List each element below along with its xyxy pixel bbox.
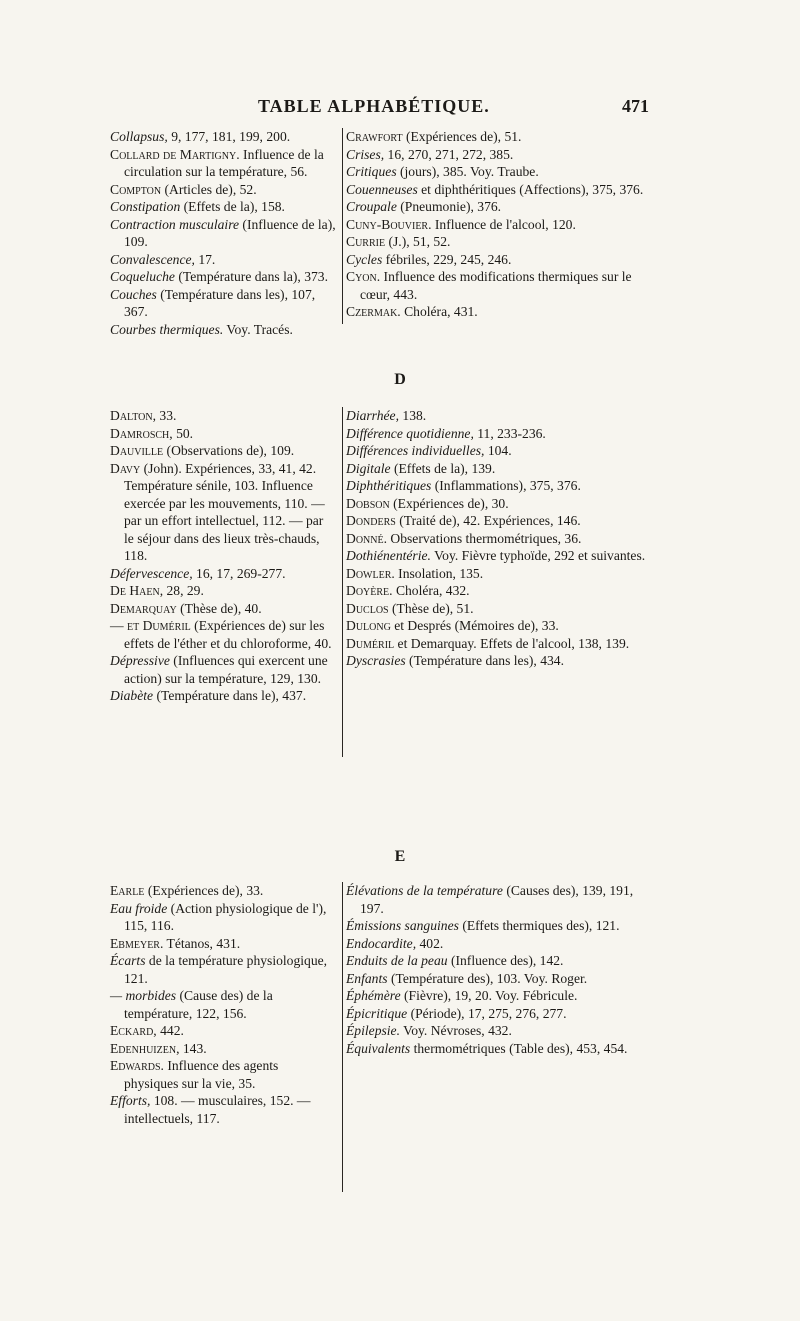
entry-heading: Edenhuizen,	[110, 1040, 180, 1056]
entry-text: (Effets de la), 158.	[180, 199, 285, 214]
column-left	[110, 882, 336, 1127]
entry-heading: Czermak.	[346, 304, 401, 319]
index-entry	[346, 935, 646, 953]
index-entry	[346, 268, 646, 303]
entry-heading: Diabète	[110, 688, 154, 703]
index-entry	[110, 1057, 336, 1092]
index-entry	[346, 495, 646, 513]
entry-text: 28, 29.	[163, 583, 204, 598]
index-entry	[110, 900, 336, 935]
entry-text: Influence de la circulation sur la température, 56.	[124, 146, 324, 179]
entry-text: Voy. Fièvre typhoïde, 292 et suivantes.	[430, 548, 646, 563]
index-entry	[346, 635, 646, 653]
section-letter-e: E	[394, 848, 406, 865]
index-entry	[346, 547, 646, 565]
index-entry	[110, 286, 336, 321]
entry-heading: Dalton,	[110, 408, 156, 423]
column-divider	[342, 407, 343, 757]
column-divider	[342, 128, 343, 324]
entry-text: (Expériences de), 51.	[402, 129, 522, 144]
column-right	[346, 407, 646, 670]
index-entry	[110, 987, 336, 1022]
entry-text: (Effets de la), 139.	[390, 460, 496, 476]
entry-heading: Duclos	[346, 600, 389, 616]
index-entry	[346, 512, 646, 530]
index-entry	[346, 987, 646, 1005]
entry-text: 143.	[179, 1040, 207, 1056]
entry-text: 17.	[194, 251, 216, 267]
index-entry	[110, 565, 336, 583]
entry-heading: Damrosch,	[110, 425, 173, 441]
entry-text: (Température dans les), 107, 367.	[124, 286, 316, 319]
entry-heading: Efforts,	[110, 1093, 151, 1108]
index-entry	[346, 617, 646, 635]
index-entry	[346, 146, 646, 164]
index-entry	[110, 128, 336, 146]
index-entry	[346, 442, 646, 460]
entry-text: Choléra, 432.	[392, 583, 470, 598]
entry-text: (Action physiologique de l'), 115, 116.	[124, 900, 327, 933]
index-entry	[346, 425, 646, 443]
entry-heading: Dauville	[110, 443, 164, 458]
entry-text: (Température dans la), 373.	[174, 269, 328, 284]
entry-heading: Dulong	[346, 618, 391, 633]
entry-text: (Pneumonie), 376.	[396, 199, 502, 214]
entry-text: Choléra, 431.	[400, 304, 478, 319]
entry-text: 16, 270, 271, 272, 385.	[384, 146, 514, 162]
entry-text: (Causes des), 139, 191, 197.	[360, 883, 634, 916]
index-entry	[346, 1005, 646, 1023]
entry-heading: — et Duméril	[110, 618, 191, 633]
index-entry	[346, 600, 646, 618]
entry-heading: Cycles	[346, 251, 383, 267]
entry-heading: Crawfort	[346, 129, 403, 144]
entry-text: (Expériences de) sur les effets de l'éther et du chloroforme, 40.	[124, 618, 332, 651]
entry-heading: Collapsus,	[110, 129, 168, 144]
column-left	[110, 128, 336, 338]
entry-text: (J.), 51, 52.	[385, 234, 451, 249]
entry-text: 9, 177, 181, 199, 200.	[167, 129, 291, 144]
index-entry	[346, 163, 646, 181]
entry-text: et Demarquay. Effets de l'alcool, 138, 139.	[394, 635, 630, 651]
entry-heading: Cyon.	[346, 269, 381, 284]
entry-text: (Influence de la), 109.	[124, 216, 336, 249]
entry-text: Tétanos, 431.	[163, 935, 241, 951]
entry-heading: Épilepsie.	[346, 1023, 400, 1038]
entry-text: Influence des modifications thermiques sur le cœur, 443.	[360, 269, 632, 302]
index-entry	[110, 460, 336, 565]
entry-heading: Éphémère	[346, 988, 401, 1003]
index-entry	[110, 321, 336, 339]
entry-text: et diphthéritiques (Affections), 375, 376.	[417, 181, 644, 197]
index-entry	[346, 128, 646, 146]
section-letter-d: D	[394, 371, 406, 388]
entry-text: (Température dans le), 437.	[153, 688, 307, 703]
entry-text: thermométriques (Table des), 453, 454.	[410, 1040, 628, 1056]
entry-text: (Cause des) de la température, 122, 156.	[124, 988, 273, 1021]
index-entry	[110, 442, 336, 460]
index-entry	[346, 882, 646, 917]
index-entry	[110, 146, 336, 181]
page-number: 471	[622, 96, 649, 116]
entry-heading: Endocardite,	[346, 935, 417, 951]
entry-text: 108. — musculaires, 152. — intellectuels, 117.	[124, 1093, 311, 1126]
entry-text: (Thèse de), 40.	[176, 600, 262, 616]
entry-heading: Dowler.	[346, 565, 395, 581]
entry-heading: Émissions sanguines	[346, 918, 459, 933]
entry-text: 402.	[416, 935, 444, 951]
index-entry	[110, 407, 336, 425]
index-entry	[346, 181, 646, 199]
entry-text: (John). Expériences, 33, 41, 42. Température sénile, 103. Influence exercée par les mouvements, 110. — par un effort intellectuel, 112. — par le séjour dans des lieux très-chauds, 118.	[124, 460, 325, 563]
index-entry	[110, 582, 336, 600]
entry-text: (Température dans les), 434.	[405, 653, 564, 668]
column-left	[110, 407, 336, 705]
entry-heading: Donné.	[346, 530, 387, 546]
entry-heading: Doyère.	[346, 583, 393, 598]
entry-text: 33.	[156, 408, 177, 423]
entry-heading: Couenneuses	[346, 181, 418, 197]
entry-heading: — morbides	[110, 988, 177, 1003]
entry-heading: Défervescence,	[110, 565, 193, 581]
entry-heading: Dothiénentérie.	[346, 548, 431, 563]
index-entry	[110, 952, 336, 987]
index-entry	[110, 268, 336, 286]
index-entry	[346, 303, 646, 321]
entry-heading: Ebmeyer.	[110, 935, 164, 951]
index-entry	[346, 952, 646, 970]
index-entry	[110, 600, 336, 618]
entry-heading: Edwards.	[110, 1058, 164, 1073]
index-entry	[110, 617, 336, 652]
index-entry	[110, 251, 336, 269]
entry-heading: Dobson	[346, 495, 390, 511]
index-entry	[346, 652, 646, 670]
entry-heading: Davy	[110, 460, 141, 476]
page-title: TABLE ALPHABÉTIQUE.	[258, 96, 490, 116]
entry-text: et Després (Mémoires de), 33.	[390, 618, 559, 633]
index-entry	[346, 460, 646, 478]
entry-text: (Thèse de), 51.	[388, 600, 474, 616]
section-e	[110, 882, 706, 1202]
entry-text: Observations thermométriques, 36.	[387, 530, 582, 546]
column-divider	[342, 882, 343, 1192]
entry-heading: Croupale	[346, 199, 397, 214]
entry-heading: Donders	[346, 513, 396, 528]
entry-heading: Enfants	[346, 970, 388, 986]
entry-heading: Diphthéritiques	[346, 478, 432, 493]
index-entry	[346, 407, 646, 425]
entry-heading: Constipation	[110, 199, 181, 214]
section-d	[110, 407, 706, 757]
index-entry	[110, 882, 336, 900]
index-entry	[346, 216, 646, 234]
entry-heading: Eau froide	[110, 900, 168, 916]
entry-text: 16, 17, 269-277.	[192, 565, 286, 581]
index-entry	[110, 1092, 336, 1127]
entry-text: (Fièvre), 19, 20. Voy. Fébricule.	[400, 988, 578, 1003]
entry-text: de la température physiologique, 121.	[124, 953, 328, 986]
entry-text: Voy. Tracés.	[223, 321, 293, 337]
entry-heading: Contraction musculaire	[110, 216, 240, 232]
index-entry	[110, 425, 336, 443]
index-entry	[110, 1040, 336, 1058]
entry-text: (Traité de), 42. Expériences, 146.	[395, 513, 581, 528]
section-c	[110, 128, 706, 337]
index-entry	[110, 181, 336, 199]
entry-heading: Courbes thermiques.	[110, 321, 224, 337]
entry-text: (Température des), 103. Voy. Roger.	[387, 970, 588, 986]
entry-heading: Épicritique	[346, 1005, 408, 1021]
index-entry	[346, 198, 646, 216]
entry-text: Influence de l'alcool, 120.	[431, 216, 576, 232]
entry-heading: Différences individuelles,	[346, 443, 485, 458]
entry-heading: Eckard,	[110, 1023, 157, 1038]
index-entry	[110, 687, 336, 705]
index-entry	[346, 530, 646, 548]
entry-heading: Convalescence,	[110, 251, 195, 267]
entry-text: (Inflammations), 375, 376.	[431, 478, 581, 493]
entry-text: (Période), 17, 275, 276, 277.	[407, 1005, 567, 1021]
entry-text: (Influences qui exercent une action) sur la température, 129, 130.	[124, 653, 328, 686]
entry-heading: Collard de Martigny.	[110, 146, 240, 162]
index-entry	[346, 565, 646, 583]
entry-heading: Earle	[110, 883, 145, 898]
entry-heading: Écarts	[110, 953, 146, 968]
entry-text: Voy. Névroses, 432.	[399, 1023, 512, 1038]
entry-text: (jours), 385. Voy. Traube.	[396, 164, 539, 179]
entry-heading: De Haen,	[110, 583, 164, 598]
entry-heading: Compton	[110, 181, 162, 197]
entry-text: 104.	[484, 443, 512, 458]
entry-heading: Critiques	[346, 164, 397, 179]
index-entry	[346, 917, 646, 935]
index-entry	[346, 582, 646, 600]
entry-heading: Élévations de la température	[346, 883, 503, 898]
entry-heading: Équivalents	[346, 1040, 411, 1056]
entry-heading: Demarquay	[110, 600, 177, 616]
entry-heading: Dépressive	[110, 653, 170, 668]
index-entry	[346, 477, 646, 495]
entry-text: (Articles de), 52.	[161, 181, 257, 197]
entry-heading: Cuny-Bouvier.	[346, 216, 432, 232]
index-entry	[346, 1022, 646, 1040]
entry-heading: Coqueluche	[110, 269, 175, 284]
entry-text: Insolation, 135.	[394, 565, 484, 581]
page-header	[0, 96, 800, 122]
index-entry	[346, 1040, 646, 1058]
index-entry	[110, 198, 336, 216]
entry-text: 138.	[399, 408, 427, 423]
column-right	[346, 882, 646, 1057]
entry-heading: Dyscrasies	[346, 653, 406, 668]
entry-text: fébriles, 229, 245, 246.	[382, 251, 512, 267]
column-right	[346, 128, 646, 321]
entry-text: 11, 233-236.	[473, 425, 546, 441]
entry-text: 50.	[172, 425, 194, 441]
entry-text: (Expériences de), 30.	[389, 495, 509, 511]
entry-heading: Currie	[346, 234, 386, 249]
entry-heading: Différence quotidienne,	[346, 425, 474, 441]
entry-heading: Enduits de la peau	[346, 953, 448, 968]
entry-heading: Diarrhée,	[346, 408, 399, 423]
index-entry	[110, 652, 336, 687]
index-entry	[346, 233, 646, 251]
index-entry	[110, 935, 336, 953]
index-entry	[110, 216, 336, 251]
entry-text: 442.	[156, 1023, 184, 1038]
entry-text: Influence des agents physiques sur la vie, 35.	[124, 1058, 279, 1091]
entry-text: (Effets thermiques des), 121.	[458, 918, 620, 933]
entry-heading: Duméril	[346, 635, 395, 651]
index-entry	[346, 251, 646, 269]
entry-text: (Observations de), 109.	[163, 443, 295, 458]
entry-text: (Expériences de), 33.	[144, 883, 264, 898]
index-entry	[110, 1022, 336, 1040]
index-entry	[346, 970, 646, 988]
entry-heading: Digitale	[346, 460, 391, 476]
entry-heading: Crises,	[346, 146, 385, 162]
entry-text: (Influence des), 142.	[447, 953, 564, 968]
entry-heading: Couches	[110, 286, 157, 302]
